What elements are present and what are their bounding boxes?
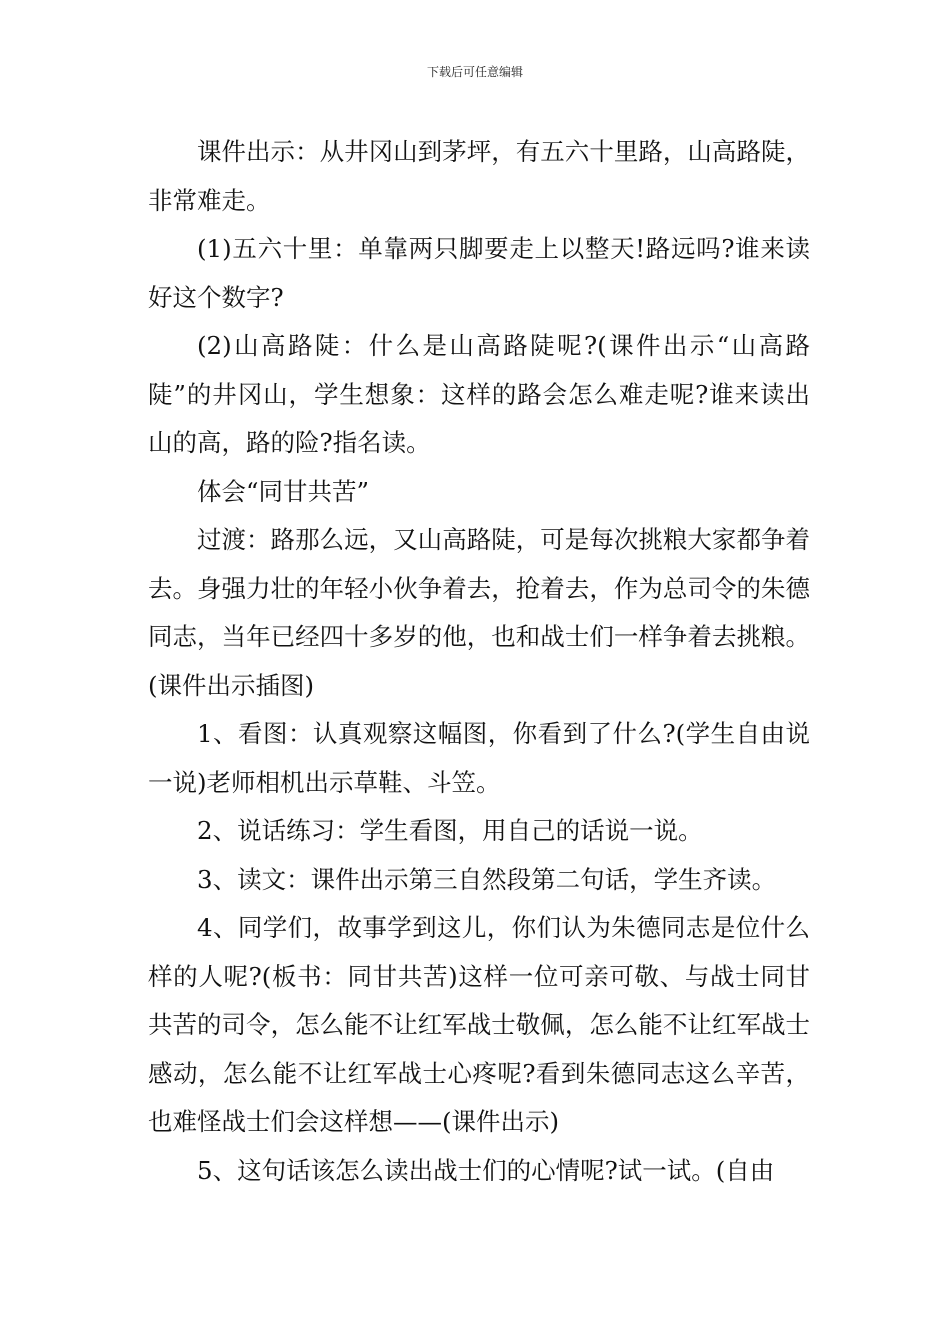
page-header: 下载后可任意编辑 [426, 65, 523, 79]
list-item-3: 3、读文：课件出示第三自然段第二句话，学生齐读。 [197, 864, 777, 894]
document-body [148, 128, 810, 1195]
list-item-5: 5、这句话该怎么读出战士们的心情呢?试一试。(自由 [197, 1155, 775, 1185]
list-item-1: 1、看图：认真观察这幅图，你看到了什么?(学生自由说一说)老师相机出示草鞋、斗笠。 [148, 719, 810, 797]
paragraph-transition: 过渡：路那么远，又山高路陡，可是每次挑粮大家都争着去。身强力壮的年轻小伙争着去，抢着去，作为总司令的朱德同志，当年已经四十多岁的他，也和战士们一样争着去挑粮。(课件出示插图) [148, 525, 810, 700]
list-item-4: 4、同学们，故事学到这儿，你们认为朱德同志是位什么样的人呢?(板书：同甘共苦)这样一位可亲可敬、与战士同甘共苦的司令，怎么能不让红军战士敬佩，怎么能不让红军战士感动，怎么能不让红军战士心疼呢?看到朱德同志这么辛苦，也难怪战士们会这样想——(课件出示) [148, 913, 810, 1136]
section-heading: 体会“同甘共苦” [197, 476, 370, 506]
paragraph-point-2: (2)山高路陡：什么是山高路陡呢?(课件出示“山高路陡”的井冈山，学生想象：这样的路会怎么难走呢?谁来读出山的高，路的险?指名读。 [148, 331, 810, 457]
paragraph-courseware-intro: 课件出示：从井冈山到茅坪，有五六十里路，山高路陡，非常难走。 [148, 137, 810, 215]
paragraph-point-1: (1)五六十里：单靠两只脚要走上以整天!路远吗?谁来读好这个数字? [148, 234, 810, 312]
list-item-2: 2、说话练习：学生看图，用自己的话说一说。 [197, 816, 703, 845]
